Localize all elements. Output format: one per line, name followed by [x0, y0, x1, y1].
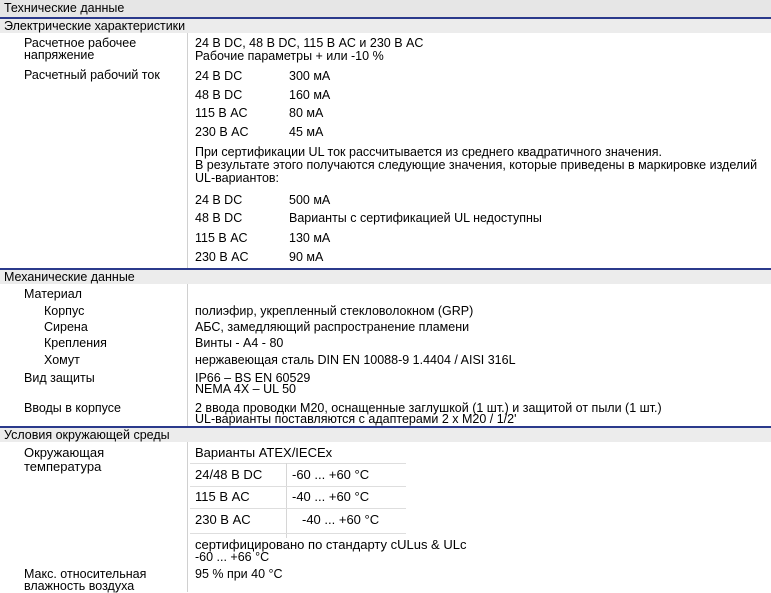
temp-table-column-rule [286, 463, 287, 538]
ul-current-value: Варианты с сертификацией UL недоступны [289, 211, 542, 225]
material-item-value: полиэфир, укрепленный стекловолокном (GRP) [195, 304, 474, 318]
entries-value-line2: UL-варианты поставляются с адаптерами 2 x M20 / 1/2' [195, 412, 517, 426]
material-label: Материал [24, 287, 82, 301]
section-title-environment: Условия окружающей среды [4, 428, 170, 442]
current-value: 300 мА [289, 69, 331, 83]
current-voltage: 24 В DC [195, 69, 243, 83]
ul-current-voltage: 48 В DC [195, 211, 243, 225]
temp-table-rule [190, 463, 406, 464]
temp-range: -60 ... +60 °C [292, 467, 370, 482]
temp-range: -40 ... +60 °C [292, 489, 370, 504]
rated-voltage-label: Расчетное рабочее [24, 36, 137, 50]
rated-voltage-label-line2: напряжение [24, 48, 95, 62]
material-item-value: АБС, замедляющий распространение пламени [195, 320, 470, 334]
ul-current-voltage: 115 В AC [195, 231, 248, 245]
material-item-value: Винты - А4 - 80 [195, 336, 284, 350]
humidity-label: Макс. относительная [24, 567, 147, 581]
column-divider [187, 33, 188, 268]
rated-voltage-value: 24 В DC, 48 В DC, 115 В AC и 230 В AC [195, 36, 424, 50]
page-title: Технические данные [4, 1, 125, 15]
temp-table-rule [190, 508, 406, 509]
current-voltage: 115 В AC [195, 106, 248, 120]
ul-note: При сертификации UL ток рассчитывается из среднего квадратичного значения. [195, 145, 662, 159]
ul-current-value: 130 мА [289, 231, 331, 245]
temp-table-rule [190, 486, 406, 487]
ambient-temperature-label-line2: температура [24, 459, 102, 474]
ul-current-voltage: 230 В AC [195, 250, 249, 264]
column-divider [187, 442, 188, 592]
ambient-temperature-label: Окружающая [24, 445, 105, 460]
material-item-label: Сирена [44, 320, 88, 334]
material-item-value: нержавеющая сталь DIN EN 10088-9 1.4404 / AISI 316L [195, 353, 516, 367]
cert-note: сертифицировано по стандарту cULus & ULc [195, 537, 467, 552]
material-item-label: Корпус [44, 304, 85, 318]
temp-voltage: 115 В AC [195, 489, 250, 504]
protection-value-line2: NEMA 4X – UL 50 [195, 382, 296, 396]
entries-label: Вводы в корпусе [24, 401, 121, 415]
current-value: 45 мА [289, 125, 324, 139]
current-value: 80 мА [289, 106, 324, 120]
ul-current-value: 90 мА [289, 250, 324, 264]
ul-current-voltage: 24 В DC [195, 193, 243, 207]
protection-value: IP66 – BS EN 60529 [195, 371, 311, 385]
current-value: 160 мА [289, 88, 331, 102]
ul-note-line3: UL-вариантов: [195, 171, 280, 185]
entries-value: 2 ввода проводки M20, оснащенные заглушкой (1 шт.) и защитой от пыли (1 шт.) [195, 401, 662, 415]
protection-label: Вид защиты [24, 371, 95, 385]
atex-title: Варианты ATEX/IECEx [195, 445, 333, 460]
humidity-value: 95 % при 40 °C [195, 567, 283, 581]
current-voltage: 48 В DC [195, 88, 243, 102]
material-item-label: Хомут [44, 353, 80, 367]
section-title-electrical: Электрические характеристики [4, 19, 186, 33]
temp-voltage: 24/48 В DC [195, 467, 263, 482]
ul-note-line2: В результате этого получаются следующие значения, которые приведены в маркировке изделий [195, 158, 758, 172]
current-voltage: 230 В AC [195, 125, 249, 139]
material-item-label: Крепления [44, 336, 107, 350]
temp-range: -40 ... +60 °C [302, 512, 380, 527]
cert-note-range: -60 ... +66 °C [195, 550, 270, 564]
temp-table-rule [190, 533, 406, 534]
humidity-label-line2: влажность воздуха [24, 579, 135, 593]
rated-voltage-tolerance: Рабочие параметры + или -10 % [195, 49, 384, 63]
rated-current-label: Расчетный рабочий ток [24, 68, 160, 82]
temp-voltage: 230 В AC [195, 512, 251, 527]
ul-current-value: 500 мА [289, 193, 331, 207]
section-title-mechanical: Механические данные [4, 270, 135, 284]
column-divider [187, 284, 188, 426]
